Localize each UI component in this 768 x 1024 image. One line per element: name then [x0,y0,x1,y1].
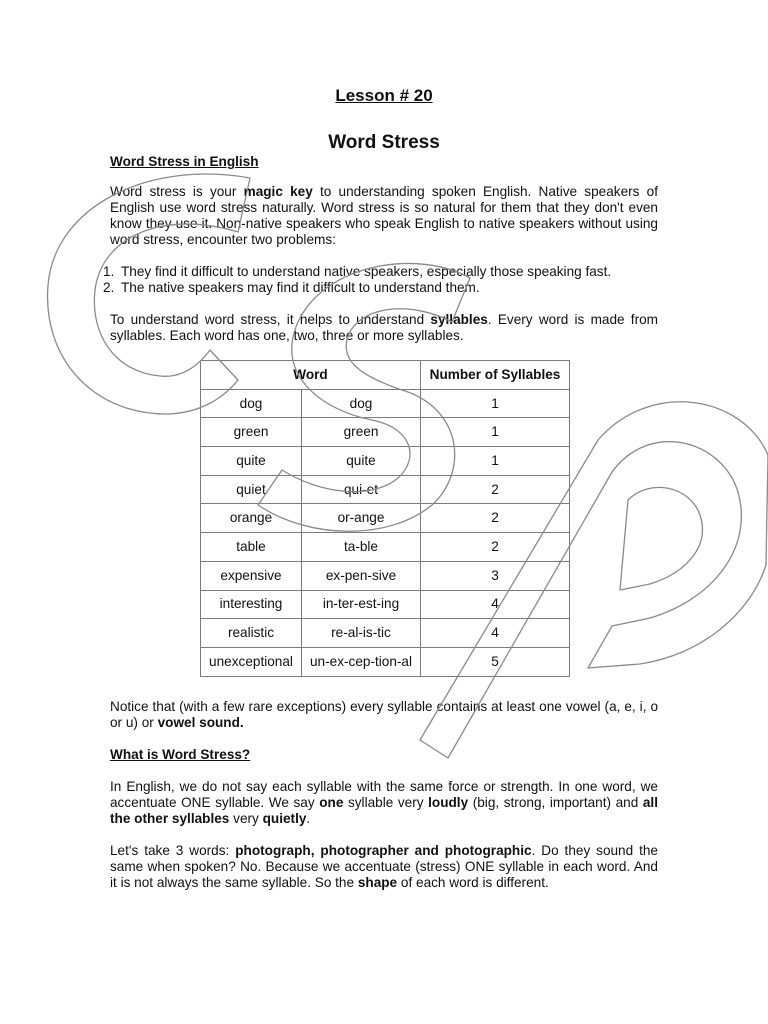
section-heading-what-is-word-stress: What is Word Stress? [110,746,251,762]
vowel-paragraph [110,699,658,731]
syllable-split-cell: in-ter-est-ing [302,590,421,619]
syllables-table [200,360,570,677]
table-row [201,561,570,590]
syllable-count-cell: 1 [421,447,570,476]
syllable-split-cell: ex-pen-sive [302,561,421,590]
problems-list [103,264,658,296]
word-cell: dog [201,389,302,418]
text-run: In English, we do not say each syllable with the same force or strength. In one word, we accentuate ONE syllable. We say [110,778,658,810]
text-run: of each word is different. [397,874,549,890]
table-row [201,590,570,619]
syllable-count-cell: 4 [421,619,570,648]
text-run: (big, strong, important) and [468,794,643,810]
bold-text-run: vowel sound. [157,714,244,730]
table-row [201,619,570,648]
table-row [201,447,570,476]
word-cell: expensive [201,561,302,590]
syllable-count-cell: 3 [421,561,570,590]
word-cell: realistic [201,619,302,648]
bold-text-run: syllables [430,312,488,327]
syllable-split-cell: quite [302,447,421,476]
table-row [201,475,570,504]
text-run: Let's take 3 words: [110,842,236,858]
syllable-split-cell: or-ange [302,504,421,533]
list-number: 2. [103,280,115,295]
syllable-count-cell: 2 [421,533,570,562]
list-number: 1. [103,264,115,279]
text-run: syllable very [343,794,429,810]
word-cell: orange [201,504,302,533]
table-body [201,389,570,676]
header-word: Word [201,361,421,390]
bold-text-run: quietly [262,810,307,826]
text-run: . [306,810,311,826]
text-run: Notice that (with a few rare exceptions) every syllable contains at least one vowel (a, e, i, o or u) or [110,698,658,730]
list-text: They find it difficult to understand native speakers, especially those speaking fast. [121,264,612,279]
list-text: The native speakers may find it difficult to understand them. [121,280,480,295]
syllable-split-cell: green [302,418,421,447]
syllables-paragraph [110,312,658,344]
syllable-split-cell: un-ex-cep-tion-al [302,647,421,676]
lesson-content [103,154,659,891]
example-paragraph [110,843,658,891]
list-item [103,264,658,280]
word-cell: unexceptional [201,647,302,676]
bold-text-run: shape [357,874,398,890]
bold-text-run: loudly [428,794,469,810]
word-cell: quiet [201,475,302,504]
list-item [103,280,658,296]
bold-text-run: photograph, photographer and photographic [235,842,532,858]
lesson-number: Lesson # 20 [335,86,433,105]
bold-text-run: one [319,794,344,810]
stress-paragraph [110,779,658,827]
text-run: . Do they sound the same when spoken? No. Because we accentuate (stress) ONE syllable in each word. And it is not always the same syllable. So the [110,842,658,890]
header-number-of-syllables: Number of Syllables [421,361,570,390]
bold-text-run: all the other syllables [110,794,658,826]
syllable-count-cell: 1 [421,389,570,418]
table-row [201,389,570,418]
syllable-split-cell: dog [302,389,421,418]
text-run: . Every word is made from syllables. Each word has one, two, three or more syllables. [110,312,658,343]
syllable-split-cell: re-al-is-tic [302,619,421,648]
section-heading-word-stress-in-english: Word Stress in English [110,154,259,169]
text-run: Word stress is your [110,184,244,199]
page-title: Word Stress [328,132,440,153]
word-cell: quite [201,447,302,476]
syllable-count-cell: 1 [421,418,570,447]
text-run: to understanding spoken English. Native speakers of English use word stress naturally. Word stress is so natural for them that they don't even know they use it. Non-native speakers who speak English to native speakers without using word stress, encounter two problems: [110,184,659,247]
table-row [201,647,570,676]
bold-text-run: magic key [243,184,313,199]
table-header-row [201,361,570,390]
syllable-count-cell: 4 [421,590,570,619]
table-row [201,533,570,562]
text-run: To understand word stress, it helps to understand [110,312,431,327]
table-row [201,504,570,533]
syllable-split-cell: ta-ble [302,533,421,562]
syllable-count-cell: 2 [421,475,570,504]
syllable-split-cell: qui-et [302,475,421,504]
intro-paragraph [110,184,658,248]
syllable-count-cell: 2 [421,504,570,533]
word-cell: green [201,418,302,447]
word-cell: interesting [201,590,302,619]
table-row [201,418,570,447]
text-run: very [229,810,263,826]
syllable-count-cell: 5 [421,647,570,676]
word-cell: table [201,533,302,562]
